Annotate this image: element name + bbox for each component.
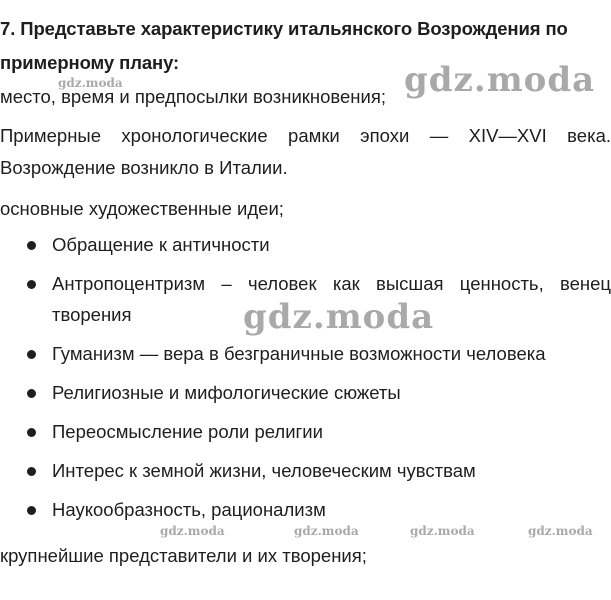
list-item-text: Наукообразность, рационализм bbox=[52, 499, 326, 520]
watermark-small: gdz.moda bbox=[410, 524, 475, 538]
list-item bbox=[0, 494, 611, 525]
list-item bbox=[0, 416, 611, 447]
watermark-small: gdz.moda bbox=[528, 524, 593, 538]
list-item-text: Обращение к античности bbox=[52, 234, 270, 255]
list-item bbox=[0, 377, 611, 408]
watermark-small: gdz.moda bbox=[160, 524, 225, 538]
bullet-icon bbox=[27, 280, 36, 289]
list-item bbox=[0, 229, 611, 260]
list-item-text: Антропоцентризм – человек как высшая ценность, венец творения bbox=[52, 273, 611, 325]
list-item bbox=[0, 268, 611, 330]
watermark-small: gdz.moda bbox=[58, 76, 123, 90]
list-item bbox=[0, 338, 611, 369]
bullet-icon bbox=[27, 389, 36, 398]
ideas-list bbox=[0, 229, 611, 533]
bullet-icon bbox=[27, 350, 36, 359]
place-time-label: место, время и предпосылки возникновения; bbox=[0, 86, 386, 107]
representatives-label: крупнейшие представители и их творения; bbox=[0, 545, 367, 566]
watermark-large: gdz.moda bbox=[243, 297, 435, 337]
bullet-icon bbox=[27, 241, 36, 250]
list-item-text: Гуманизм — вера в безграничные возможности человека bbox=[52, 343, 546, 364]
bullet-icon bbox=[27, 506, 36, 515]
ideas-label: основные художественные идеи; bbox=[0, 198, 284, 219]
bullet-icon bbox=[27, 428, 36, 437]
list-item-text: Религиозные и мифологические сюжеты bbox=[52, 382, 401, 403]
bullet-icon bbox=[27, 467, 36, 476]
watermark-small: gdz.moda bbox=[294, 524, 359, 538]
list-item bbox=[0, 455, 611, 486]
watermark-large: gdz.moda bbox=[404, 60, 596, 100]
place-time-text: Примерные хронологические рамки эпохи — XIV—XVI века. Возрождение возникло в Италии. bbox=[0, 125, 611, 178]
list-item-text: Переосмысление роли религии bbox=[52, 421, 323, 442]
list-item-text: Интерес к земной жизни, человеческим чувствам bbox=[52, 460, 476, 481]
task-heading: 7. Представьте характеристику итальянского Возрождения по примерному плану: bbox=[0, 18, 568, 73]
